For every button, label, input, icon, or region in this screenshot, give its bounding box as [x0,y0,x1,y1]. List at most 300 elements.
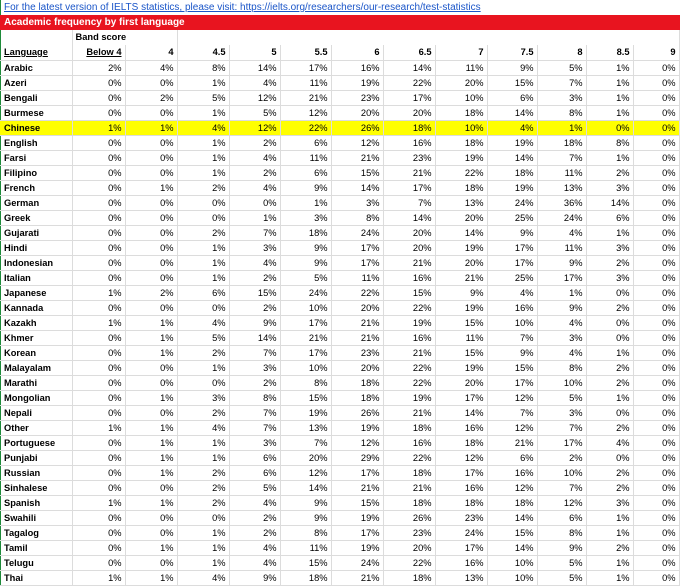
value-cell[interactable]: 0% [633,61,679,76]
value-cell[interactable]: 21% [383,481,435,496]
value-cell[interactable]: 2% [586,166,633,181]
value-cell[interactable]: 0% [633,241,679,256]
value-cell[interactable]: 20% [435,211,487,226]
value-cell[interactable]: 12% [280,466,331,481]
value-cell[interactable]: 2% [72,61,125,76]
value-cell[interactable]: 7% [229,421,280,436]
language-cell[interactable]: German [0,196,72,211]
value-cell[interactable]: 3% [586,271,633,286]
value-cell[interactable]: 0% [72,346,125,361]
value-cell[interactable]: 26% [331,406,383,421]
value-cell[interactable]: 1% [177,76,229,91]
value-cell[interactable]: 4% [487,286,537,301]
value-cell[interactable]: 18% [383,496,435,511]
value-cell[interactable]: 16% [383,136,435,151]
value-cell[interactable]: 12% [487,391,537,406]
value-cell[interactable]: 2% [229,166,280,181]
value-cell[interactable]: 16% [383,271,435,286]
value-cell[interactable]: 5% [537,571,586,586]
value-cell[interactable]: 1% [72,421,125,436]
language-cell[interactable]: Greek [0,211,72,226]
value-cell[interactable]: 12% [331,136,383,151]
value-cell[interactable]: 26% [383,511,435,526]
value-cell[interactable]: 5% [537,61,586,76]
value-cell[interactable]: 24% [331,556,383,571]
value-cell[interactable]: 0% [125,211,177,226]
value-cell[interactable]: 4% [586,436,633,451]
value-cell[interactable]: 4% [537,346,586,361]
value-cell[interactable]: 21% [331,571,383,586]
value-cell[interactable]: 23% [383,151,435,166]
value-cell[interactable]: 12% [331,436,383,451]
value-cell[interactable]: 0% [633,136,679,151]
value-cell[interactable]: 14% [383,61,435,76]
value-cell[interactable]: 0% [633,436,679,451]
value-cell[interactable]: 9% [487,226,537,241]
value-cell[interactable]: 0% [72,106,125,121]
value-cell[interactable]: 0% [633,286,679,301]
value-cell[interactable]: 9% [280,181,331,196]
value-cell[interactable]: 5% [177,91,229,106]
value-cell[interactable]: 1% [177,556,229,571]
value-cell[interactable]: 21% [435,271,487,286]
value-cell[interactable]: 2% [537,451,586,466]
value-cell[interactable]: 1% [586,151,633,166]
value-cell[interactable]: 0% [125,226,177,241]
value-cell[interactable]: 20% [280,451,331,466]
value-cell[interactable]: 1% [586,511,633,526]
value-cell[interactable]: 2% [229,376,280,391]
value-cell[interactable]: 1% [586,91,633,106]
value-cell[interactable]: 22% [331,286,383,301]
value-cell[interactable]: 1% [177,526,229,541]
value-cell[interactable]: 18% [487,166,537,181]
value-cell[interactable]: 25% [487,271,537,286]
value-cell[interactable]: 7% [229,406,280,421]
value-cell[interactable]: 10% [487,556,537,571]
value-cell[interactable]: 8% [537,361,586,376]
value-cell[interactable]: 4% [487,121,537,136]
value-cell[interactable]: 3% [586,496,633,511]
value-cell[interactable]: 3% [229,436,280,451]
value-cell[interactable]: 15% [487,76,537,91]
value-cell[interactable]: 16% [487,301,537,316]
value-cell[interactable]: 0% [72,91,125,106]
value-cell[interactable]: 15% [383,286,435,301]
value-cell[interactable]: 36% [537,196,586,211]
value-cell[interactable]: 3% [586,241,633,256]
value-cell[interactable]: 11% [537,166,586,181]
value-cell[interactable]: 0% [633,526,679,541]
value-cell[interactable]: 1% [125,181,177,196]
value-cell[interactable]: 9% [537,256,586,271]
value-cell[interactable]: 0% [72,211,125,226]
value-cell[interactable]: 0% [177,511,229,526]
value-cell[interactable]: 1% [586,556,633,571]
value-cell[interactable]: 18% [435,136,487,151]
value-cell[interactable]: 20% [331,106,383,121]
value-cell[interactable]: 0% [72,511,125,526]
value-cell[interactable]: 24% [435,526,487,541]
value-cell[interactable]: 0% [633,571,679,586]
value-cell[interactable]: 17% [331,526,383,541]
value-cell[interactable]: 10% [487,316,537,331]
value-cell[interactable]: 17% [487,256,537,271]
value-cell[interactable]: 8% [177,61,229,76]
value-cell[interactable]: 15% [487,361,537,376]
language-cell[interactable]: Japanese [0,286,72,301]
language-cell[interactable]: Punjabi [0,451,72,466]
value-cell[interactable]: 18% [435,106,487,121]
value-cell[interactable]: 6% [537,511,586,526]
value-cell[interactable]: 0% [125,556,177,571]
value-cell[interactable]: 1% [586,346,633,361]
value-cell[interactable]: 0% [586,121,633,136]
value-cell[interactable]: 9% [229,316,280,331]
value-cell[interactable]: 2% [229,511,280,526]
value-cell[interactable]: 0% [72,526,125,541]
value-cell[interactable]: 26% [331,121,383,136]
value-cell[interactable]: 17% [331,466,383,481]
value-cell[interactable]: 18% [383,571,435,586]
value-cell[interactable]: 14% [280,481,331,496]
value-cell[interactable]: 2% [177,181,229,196]
value-cell[interactable]: 0% [177,196,229,211]
value-cell[interactable]: 0% [72,181,125,196]
value-cell[interactable]: 19% [435,241,487,256]
value-cell[interactable]: 2% [586,541,633,556]
value-cell[interactable]: 12% [229,91,280,106]
value-cell[interactable]: 1% [586,61,633,76]
value-cell[interactable]: 3% [537,406,586,421]
value-cell[interactable]: 14% [435,226,487,241]
value-cell[interactable]: 14% [331,181,383,196]
value-cell[interactable]: 12% [435,451,487,466]
value-cell[interactable]: 3% [537,91,586,106]
value-cell[interactable]: 0% [633,301,679,316]
value-cell[interactable]: 0% [633,346,679,361]
value-cell[interactable]: 0% [125,271,177,286]
value-cell[interactable]: 21% [383,346,435,361]
value-cell[interactable]: 19% [331,76,383,91]
value-cell[interactable]: 17% [331,241,383,256]
value-cell[interactable]: 2% [586,256,633,271]
value-cell[interactable]: 1% [177,166,229,181]
value-cell[interactable]: 2% [586,376,633,391]
value-cell[interactable]: 18% [331,376,383,391]
value-cell[interactable]: 10% [537,466,586,481]
value-cell[interactable]: 3% [229,361,280,376]
value-cell[interactable]: 19% [331,421,383,436]
value-cell[interactable]: 9% [280,511,331,526]
language-cell[interactable]: Bengali [0,91,72,106]
value-cell[interactable]: 10% [435,91,487,106]
value-cell[interactable]: 4% [537,226,586,241]
value-cell[interactable]: 24% [331,226,383,241]
value-cell[interactable]: 12% [487,481,537,496]
value-cell[interactable]: 0% [72,481,125,496]
value-cell[interactable]: 11% [331,271,383,286]
value-cell[interactable]: 8% [280,376,331,391]
value-cell[interactable]: 7% [537,481,586,496]
value-cell[interactable]: 24% [280,286,331,301]
value-cell[interactable]: 0% [72,196,125,211]
value-cell[interactable]: 21% [331,151,383,166]
value-cell[interactable]: 14% [487,106,537,121]
language-cell[interactable]: Indonesian [0,256,72,271]
value-cell[interactable]: 14% [229,331,280,346]
language-cell[interactable]: Kazakh [0,316,72,331]
value-cell[interactable]: 5% [177,331,229,346]
value-cell[interactable]: 11% [280,76,331,91]
value-cell[interactable]: 1% [125,331,177,346]
value-cell[interactable]: 15% [331,166,383,181]
value-cell[interactable]: 0% [72,166,125,181]
value-cell[interactable]: 0% [125,241,177,256]
value-cell[interactable]: 1% [537,286,586,301]
language-cell[interactable]: Thai [0,571,72,586]
value-cell[interactable]: 0% [125,301,177,316]
value-cell[interactable]: 0% [177,376,229,391]
value-cell[interactable]: 0% [633,226,679,241]
language-cell[interactable]: Khmer [0,331,72,346]
language-cell[interactable]: Hindi [0,241,72,256]
value-cell[interactable]: 22% [435,166,487,181]
value-cell[interactable]: 14% [229,61,280,76]
value-cell[interactable]: 0% [633,211,679,226]
value-cell[interactable]: 20% [435,76,487,91]
language-cell[interactable]: Azeri [0,76,72,91]
value-cell[interactable]: 2% [177,346,229,361]
value-cell[interactable]: 0% [633,91,679,106]
value-cell[interactable]: 0% [633,106,679,121]
value-cell[interactable]: 1% [125,436,177,451]
value-cell[interactable]: 6% [280,166,331,181]
value-cell[interactable]: 0% [72,391,125,406]
value-cell[interactable]: 29% [331,451,383,466]
value-cell[interactable]: 0% [633,421,679,436]
value-cell[interactable]: 7% [383,196,435,211]
language-cell[interactable]: French [0,181,72,196]
value-cell[interactable]: 13% [537,181,586,196]
value-cell[interactable]: 2% [125,91,177,106]
language-cell[interactable]: Swahili [0,511,72,526]
value-cell[interactable]: 1% [72,316,125,331]
language-cell[interactable]: Korean [0,346,72,361]
value-cell[interactable]: 1% [125,496,177,511]
value-cell[interactable]: 17% [537,436,586,451]
value-cell[interactable]: 4% [125,61,177,76]
value-cell[interactable]: 23% [331,91,383,106]
value-cell[interactable]: 18% [280,571,331,586]
value-cell[interactable]: 0% [586,331,633,346]
value-cell[interactable]: 6% [280,136,331,151]
value-cell[interactable]: 6% [487,91,537,106]
value-cell[interactable]: 5% [537,391,586,406]
value-cell[interactable]: 1% [125,541,177,556]
value-cell[interactable]: 0% [633,466,679,481]
value-cell[interactable]: 9% [487,61,537,76]
value-cell[interactable]: 15% [435,346,487,361]
value-cell[interactable]: 1% [229,211,280,226]
value-cell[interactable]: 0% [633,196,679,211]
language-cell[interactable]: Russian [0,466,72,481]
value-cell[interactable]: 3% [331,196,383,211]
value-cell[interactable]: 22% [383,361,435,376]
value-cell[interactable]: 0% [72,556,125,571]
value-cell[interactable]: 18% [331,391,383,406]
value-cell[interactable]: 0% [633,256,679,271]
value-cell[interactable]: 0% [125,196,177,211]
value-cell[interactable]: 9% [487,346,537,361]
value-cell[interactable]: 1% [280,196,331,211]
value-cell[interactable]: 17% [331,256,383,271]
language-cell[interactable]: Other [0,421,72,436]
value-cell[interactable]: 1% [125,391,177,406]
value-cell[interactable]: 1% [177,541,229,556]
value-cell[interactable]: 19% [383,391,435,406]
value-cell[interactable]: 0% [177,301,229,316]
value-cell[interactable]: 0% [633,391,679,406]
value-cell[interactable]: 8% [537,106,586,121]
value-cell[interactable]: 0% [125,406,177,421]
value-cell[interactable]: 0% [125,106,177,121]
value-cell[interactable]: 17% [435,391,487,406]
value-cell[interactable]: 2% [229,301,280,316]
value-cell[interactable]: 17% [383,91,435,106]
value-cell[interactable]: 18% [537,136,586,151]
value-cell[interactable]: 3% [177,391,229,406]
value-cell[interactable]: 23% [435,511,487,526]
value-cell[interactable]: 1% [177,151,229,166]
value-cell[interactable]: 15% [280,391,331,406]
value-cell[interactable]: 9% [280,241,331,256]
value-cell[interactable]: 14% [487,151,537,166]
value-cell[interactable]: 21% [280,91,331,106]
value-cell[interactable]: 4% [229,151,280,166]
value-cell[interactable]: 20% [435,256,487,271]
value-cell[interactable]: 16% [435,481,487,496]
value-cell[interactable]: 7% [229,346,280,361]
value-cell[interactable]: 10% [280,361,331,376]
value-cell[interactable]: 0% [633,316,679,331]
value-cell[interactable]: 4% [229,556,280,571]
value-cell[interactable]: 22% [383,376,435,391]
value-cell[interactable]: 16% [487,466,537,481]
value-cell[interactable]: 0% [72,301,125,316]
value-cell[interactable]: 0% [72,241,125,256]
value-cell[interactable]: 8% [280,526,331,541]
value-cell[interactable]: 0% [125,136,177,151]
value-cell[interactable]: 16% [331,61,383,76]
value-cell[interactable]: 0% [72,406,125,421]
value-cell[interactable]: 4% [177,421,229,436]
value-cell[interactable]: 20% [435,376,487,391]
value-cell[interactable]: 9% [229,571,280,586]
value-cell[interactable]: 18% [435,496,487,511]
language-cell[interactable]: Kannada [0,301,72,316]
value-cell[interactable]: 2% [229,526,280,541]
value-cell[interactable]: 21% [487,436,537,451]
value-cell[interactable]: 0% [229,196,280,211]
value-cell[interactable]: 10% [280,301,331,316]
language-cell[interactable]: Chinese [0,121,72,136]
value-cell[interactable]: 0% [633,151,679,166]
value-cell[interactable]: 19% [435,301,487,316]
value-cell[interactable]: 0% [72,151,125,166]
value-cell[interactable]: 20% [331,361,383,376]
value-cell[interactable]: 2% [586,481,633,496]
value-cell[interactable]: 18% [383,121,435,136]
value-cell[interactable]: 10% [537,376,586,391]
value-cell[interactable]: 15% [280,556,331,571]
language-cell[interactable]: Arabic [0,61,72,76]
value-cell[interactable]: 1% [177,436,229,451]
value-cell[interactable]: 14% [383,211,435,226]
value-cell[interactable]: 2% [229,136,280,151]
value-cell[interactable]: 23% [383,526,435,541]
language-cell[interactable]: Italian [0,271,72,286]
language-cell[interactable]: Tagalog [0,526,72,541]
value-cell[interactable]: 14% [487,511,537,526]
value-cell[interactable]: 17% [435,541,487,556]
value-cell[interactable]: 0% [586,286,633,301]
value-cell[interactable]: 17% [280,61,331,76]
value-cell[interactable]: 9% [280,496,331,511]
value-cell[interactable]: 5% [229,106,280,121]
value-cell[interactable]: 1% [177,241,229,256]
value-cell[interactable]: 0% [125,256,177,271]
value-cell[interactable]: 4% [177,571,229,586]
value-cell[interactable]: 0% [72,76,125,91]
value-cell[interactable]: 11% [280,151,331,166]
value-cell[interactable]: 0% [633,481,679,496]
value-cell[interactable]: 0% [633,451,679,466]
value-cell[interactable]: 16% [383,436,435,451]
value-cell[interactable]: 19% [435,151,487,166]
value-cell[interactable]: 8% [229,391,280,406]
value-cell[interactable]: 12% [229,121,280,136]
value-cell[interactable]: 2% [229,271,280,286]
value-cell[interactable]: 1% [125,451,177,466]
value-cell[interactable]: 3% [586,181,633,196]
value-cell[interactable]: 15% [229,286,280,301]
value-cell[interactable]: 17% [487,241,537,256]
value-cell[interactable]: 11% [537,241,586,256]
value-cell[interactable]: 0% [586,451,633,466]
value-cell[interactable]: 19% [435,361,487,376]
value-cell[interactable]: 0% [72,226,125,241]
value-cell[interactable]: 10% [435,121,487,136]
value-cell[interactable]: 4% [229,541,280,556]
value-cell[interactable]: 16% [435,556,487,571]
language-cell[interactable]: Marathi [0,376,72,391]
value-cell[interactable]: 1% [72,121,125,136]
value-cell[interactable]: 11% [280,541,331,556]
value-cell[interactable]: 0% [633,331,679,346]
value-cell[interactable]: 1% [177,136,229,151]
language-cell[interactable]: Gujarati [0,226,72,241]
value-cell[interactable]: 15% [435,316,487,331]
value-cell[interactable]: 0% [633,376,679,391]
value-cell[interactable]: 6% [586,211,633,226]
value-cell[interactable]: 17% [435,466,487,481]
value-cell[interactable]: 0% [586,316,633,331]
value-cell[interactable]: 22% [383,301,435,316]
value-cell[interactable]: 1% [177,256,229,271]
value-cell[interactable]: 5% [280,271,331,286]
value-cell[interactable]: 8% [331,211,383,226]
